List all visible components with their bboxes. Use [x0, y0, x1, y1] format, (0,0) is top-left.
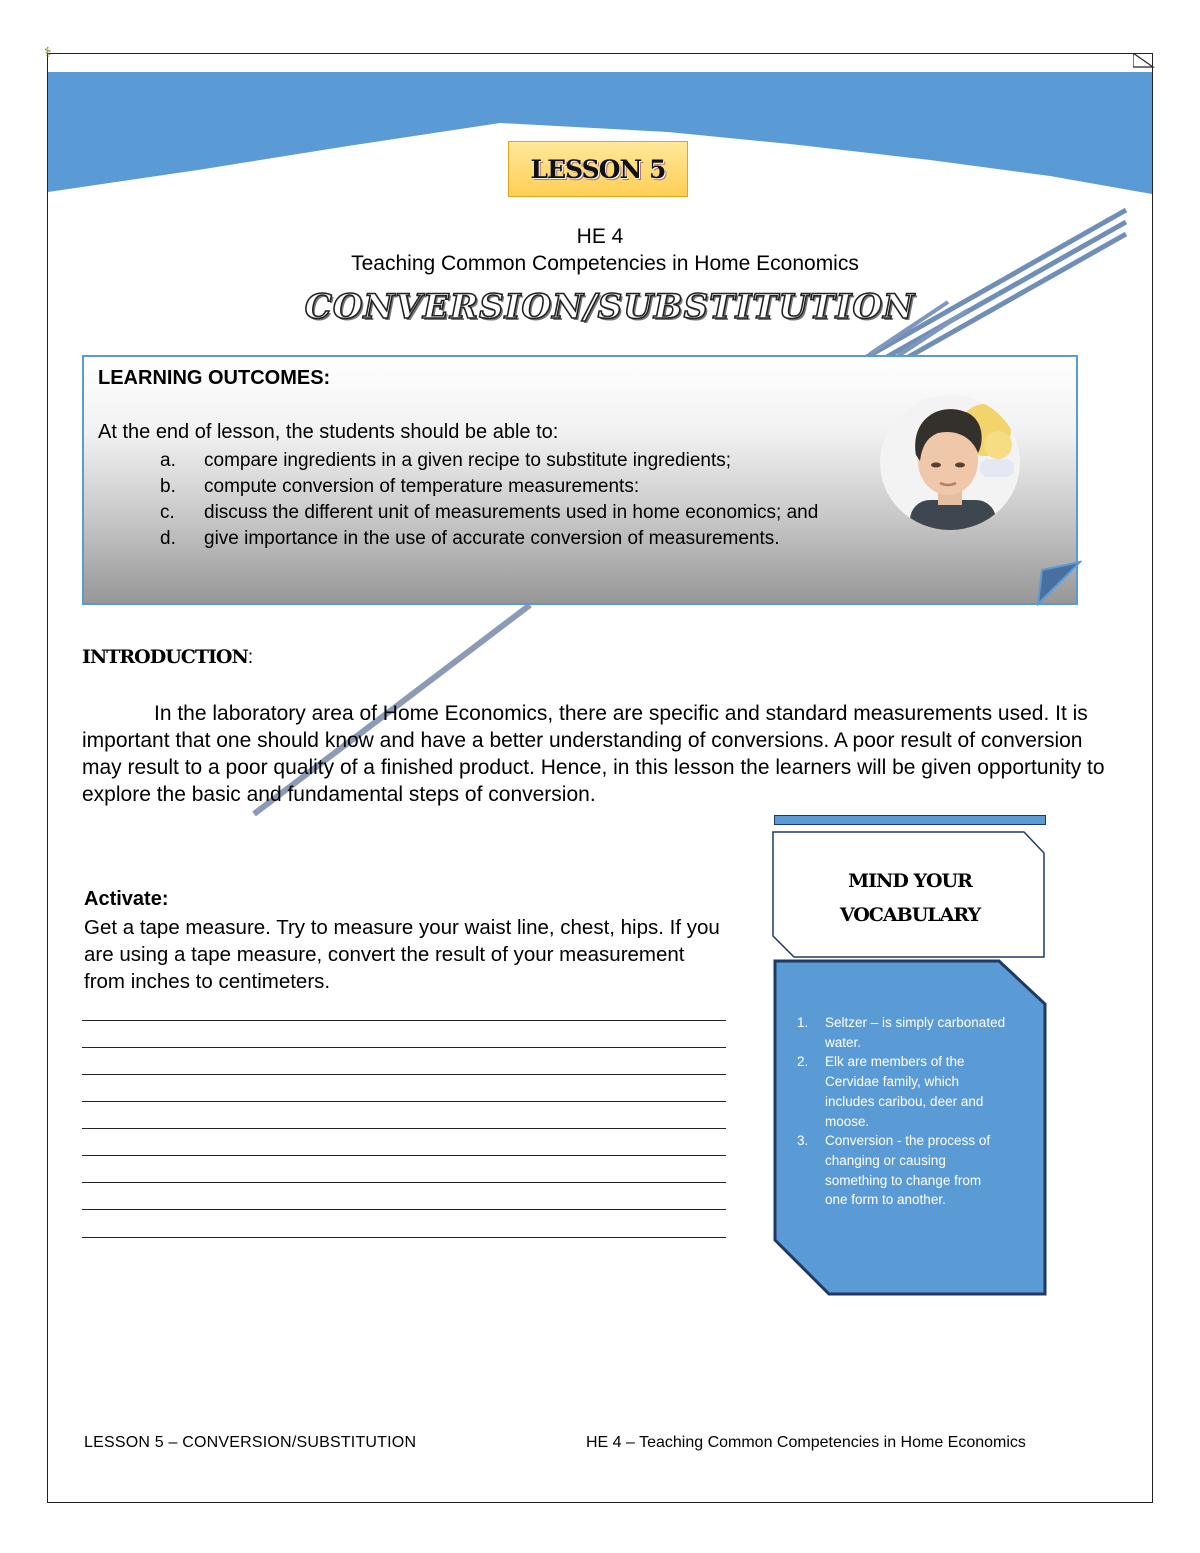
avatar: [880, 395, 1020, 530]
pin-icon: ⚕: [44, 44, 52, 60]
outcome-item: b. compute conversion of temperature measurements:: [160, 476, 640, 497]
box-corner-fold-icon: [1036, 560, 1082, 606]
vocabulary-item: 1. Seltzer – is simply carbonated water.: [797, 1015, 1006, 1050]
answer-line[interactable]: [82, 1182, 726, 1183]
vocabulary-item: 3. Conversion - the process of changing or causing something to change from one form to another.: [797, 1133, 991, 1208]
lesson-badge: LESSON 5: [508, 141, 688, 197]
answer-line[interactable]: [82, 1155, 726, 1156]
answer-line[interactable]: [82, 1209, 726, 1210]
answer-line[interactable]: [82, 1074, 726, 1075]
answer-line[interactable]: [82, 1047, 726, 1048]
answer-line[interactable]: [82, 1020, 726, 1021]
outcome-item: a. compare ingredients in a given recipe to substitute ingredients;: [160, 450, 732, 471]
vocabulary-list: [797, 1013, 1007, 1210]
lesson-title: CONVERSION/SUBSTITUTION: [304, 287, 916, 327]
answer-line[interactable]: [82, 1237, 726, 1238]
footer-left: LESSON 5 – CONVERSION/SUBSTITUTION: [84, 1434, 417, 1451]
learning-outcomes-heading: LEARNING OUTCOMES:: [98, 367, 331, 389]
vocabulary-title: MIND YOUR VOCABULARY: [839, 870, 981, 926]
introduction-paragraph: In the laboratory area of Home Economics, there are specific and standard measurements used. It is important that one should know and have a better understanding of conversions. A poor result of conversion may result to a poor quality of a finished product. Hence, in this lesson the learners will be given opportunity to explore the basic and fundamental steps of conversion.: [82, 702, 1105, 806]
activate-text: Get a tape measure. Try to measure your waist line, chest, hips. If you are using a tape measure, convert the result of your measurement from inches to centimeters.: [84, 916, 720, 993]
introduction-heading: INTRODUCTION:: [82, 646, 253, 668]
answer-line[interactable]: [82, 1128, 726, 1129]
page-corner-fold-icon: [1133, 53, 1155, 69]
answer-line[interactable]: [82, 1101, 726, 1102]
footer-right: HE 4 – Teaching Common Competencies in Home Economics: [586, 1434, 1026, 1451]
vocabulary-item: 2. Elk are members of the Cervidae family, which includes caribou, deer and moose.: [797, 1054, 984, 1129]
outcome-item: c. discuss the different unit of measurements used in home economics; and: [160, 502, 819, 523]
activate-heading: Activate:: [84, 888, 169, 910]
learning-outcomes-list: [160, 450, 818, 554]
learning-outcomes-intro: At the end of lesson, the students should be able to:: [98, 421, 559, 443]
course-title: Teaching Common Competencies in Home Economics: [351, 252, 859, 275]
outcome-item: d. give importance in the use of accurate conversion of measurements.: [160, 528, 780, 549]
vocabulary-bar: [774, 815, 1046, 825]
course-code: HE 4: [576, 225, 624, 248]
